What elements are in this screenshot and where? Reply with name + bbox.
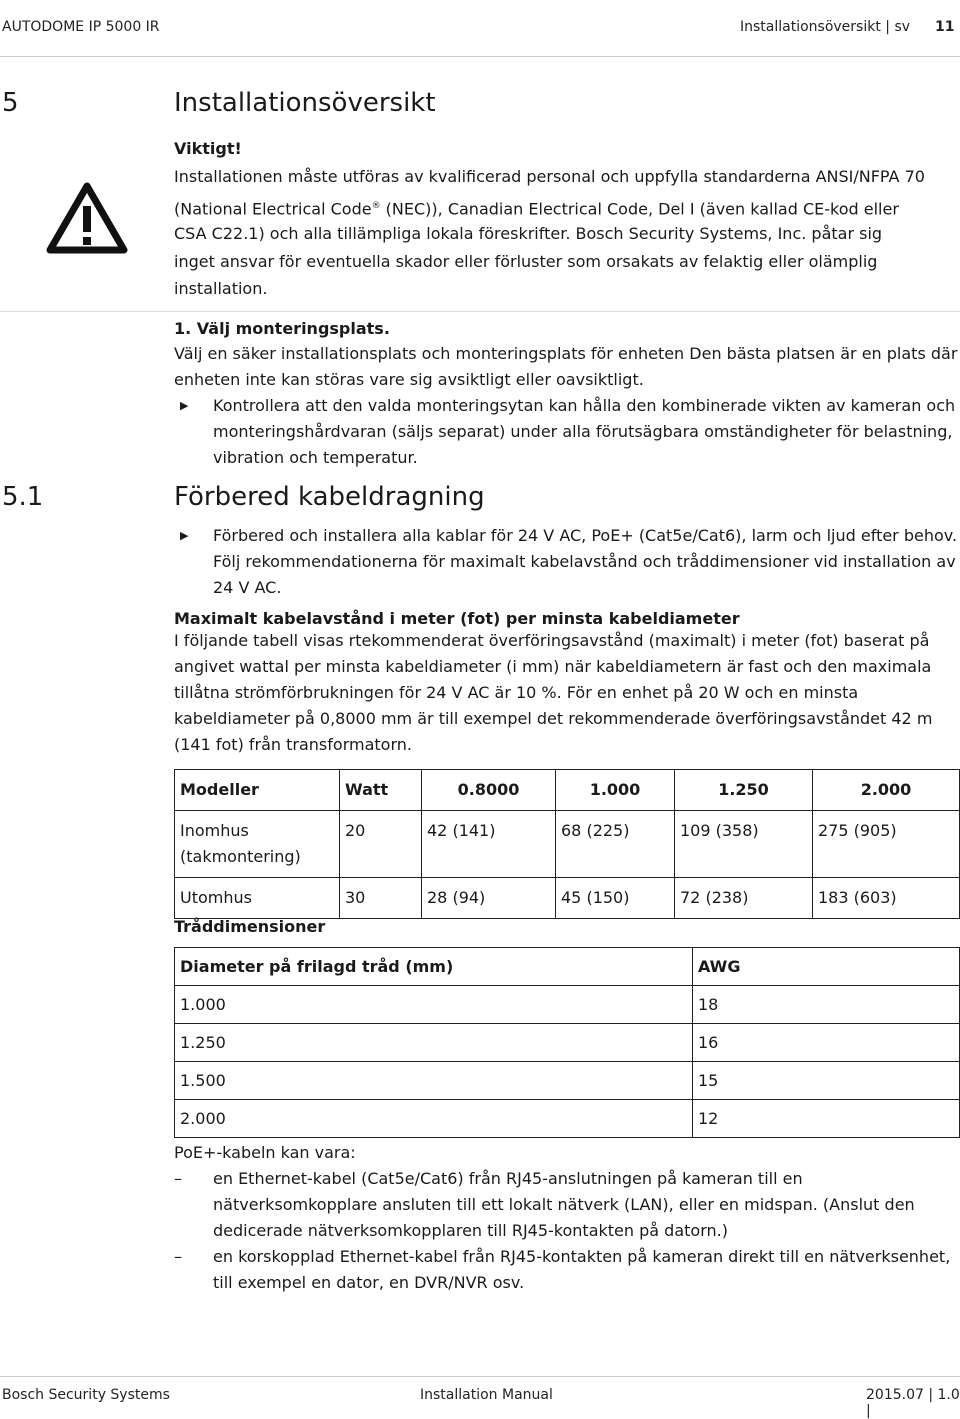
section-number: 5: [2, 88, 19, 118]
important-line-4: inget ansvar för eventuella skador eller förluster som orsakats av felaktig eller olämplig: [174, 252, 878, 271]
table-header-cell: Watt: [340, 770, 422, 811]
dash-bullet: –: [174, 1247, 182, 1266]
table-row: [175, 986, 960, 1024]
table-cell: 2.000: [175, 1100, 693, 1138]
table-cell: Inomhus (takmontering): [175, 811, 340, 878]
table-cell: 109 (358): [675, 811, 813, 878]
subsection-title: Förbered kabeldragning: [174, 482, 485, 512]
table-header-row: [175, 770, 960, 811]
header-divider: [0, 56, 960, 57]
registered-mark: ®: [371, 201, 381, 211]
table-cell: 20: [340, 811, 422, 878]
triangle-right-icon: ▶: [180, 399, 189, 412]
table-cell: 275 (905): [813, 811, 960, 878]
subsection-number: 5.1: [2, 482, 44, 512]
table-cell: 72 (238): [675, 878, 813, 919]
table-header-cell: 2.000: [813, 770, 960, 811]
poe-item: – en korskopplad Ethernet-kabel från RJ45-kontakten på kameran direkt till en nätverksenhet, till exempel en dator, en DVR/NVR osv.: [174, 1244, 959, 1296]
footer-version: 2015.07 | 1.0 |: [866, 1387, 960, 1419]
poe-intro: PoE+-kabeln kan vara:: [174, 1143, 356, 1162]
table-cell: 45 (150): [556, 878, 675, 919]
table-row: [175, 878, 960, 919]
table-row: [175, 811, 960, 878]
table-cell: 18: [693, 986, 960, 1024]
table-cell: 42 (141): [422, 811, 556, 878]
table-header-cell: 1.000: [556, 770, 675, 811]
prepare-bullet: ▶ Förbered och installera alla kablar för 24 V AC, PoE+ (Cat5e/Cat6), larm och ljud efter behov. Följ rekommendationerna för maximalt kabelavstånd och tråddimensioner vid installation av 24 V AC.: [174, 523, 959, 601]
table-cell: 1.500: [175, 1062, 693, 1100]
table-cell: 1.250: [175, 1024, 693, 1062]
wire-dimensions-heading: Tråddimensioner: [174, 917, 326, 936]
step-bullet: ▶ Kontrollera att den valda monteringsytan kan hålla den kombinerade vikten av kameran och monteringshårdvaran (säljs separat) under alla förutsägbara omständigheter för belastning, vibration och temperatur.: [174, 393, 959, 471]
table-row: [175, 1100, 960, 1138]
table-header-cell: 0.8000: [422, 770, 556, 811]
table-header-cell: Diameter på frilagd tråd (mm): [175, 948, 693, 986]
important-line-2: (National Electrical Code® (NEC)), Canadian Electrical Code, Del I (även kallad CE-kod eller: [174, 199, 899, 219]
dash-bullet: –: [174, 1169, 182, 1188]
table-cell: 68 (225): [556, 811, 675, 878]
important-line-1: Installationen måste utföras av kvalificerad personal och uppfylla standarderna ANSI/NFPA 70: [174, 167, 925, 186]
table-row: [175, 1024, 960, 1062]
wire-dimensions-table: [174, 947, 960, 1138]
max-distance-text: I följande tabell visas rtekommenderat överföringsavstånd (maximalt) i meter (fot) baserat på angivet wattal per minsta kabeldiameter (i mm) när kabeldiametern är fast och den maximala tillåtna strömförbrukningen för 24 V AC är 10 %. För en enhet på 20 W och en minsta kabeldiameter på 0,8000 mm är till exempel det rekommenderade överföringsavståndet 42 m (141 fot) från transformatorn.: [174, 631, 933, 754]
important-label: Viktigt!: [174, 139, 242, 158]
table-cell: 16: [693, 1024, 960, 1062]
section-title: Installationsöversikt: [174, 88, 436, 118]
table-cell: Utomhus: [175, 878, 340, 919]
table-cell: 12: [693, 1100, 960, 1138]
table-cell: 28 (94): [422, 878, 556, 919]
header-page-number: 11: [935, 19, 955, 35]
table-cell: 15: [693, 1062, 960, 1100]
header-product: AUTODOME IP 5000 IR: [2, 19, 160, 35]
step-title: 1. Välj monteringsplats.: [174, 319, 390, 338]
table-header-cell: AWG: [693, 948, 960, 986]
warning-triangle-icon: [46, 182, 128, 254]
header-section: Installationsöversikt | sv: [740, 19, 911, 35]
table-header-cell: 1.250: [675, 770, 813, 811]
table-header-cell: Modeller: [175, 770, 340, 811]
footer-company: Bosch Security Systems: [2, 1387, 170, 1403]
table-cell: 1.000: [175, 986, 693, 1024]
triangle-right-icon: ▶: [180, 529, 189, 542]
step-text: Välj en säker installationsplats och monteringsplats för enheten Den bästa platsen är en plats där enheten inte kan störas vare sig avsiktligt eller oavsiktligt.: [174, 344, 958, 389]
poe-item: – en Ethernet-kabel (Cat5e/Cat6) från RJ45-anslutningen på kameran till en nätverksomkopplare ansluten till ett lokalt nätverk (LAN), eller en midspan. (Anslut den dedicerade nätverksomkopplaren till RJ45-kontakten på datorn.): [174, 1166, 959, 1244]
cable-distance-table: [174, 769, 960, 919]
important-line-3: CSA C22.1) och alla tillämpliga lokala föreskrifter. Bosch Security Systems, Inc. påtar sig: [174, 224, 883, 243]
table-row: [175, 1062, 960, 1100]
max-distance-heading: Maximalt kabelavstånd i meter (fot) per minsta kabeldiameter: [174, 609, 740, 628]
important-line-5: installation.: [174, 279, 268, 298]
footer-divider: [0, 1376, 960, 1377]
table-cell: 183 (603): [813, 878, 960, 919]
important-divider: [0, 311, 960, 312]
table-cell: 30: [340, 878, 422, 919]
footer-document: Installation Manual: [420, 1387, 553, 1403]
table-header-row: [175, 948, 960, 986]
